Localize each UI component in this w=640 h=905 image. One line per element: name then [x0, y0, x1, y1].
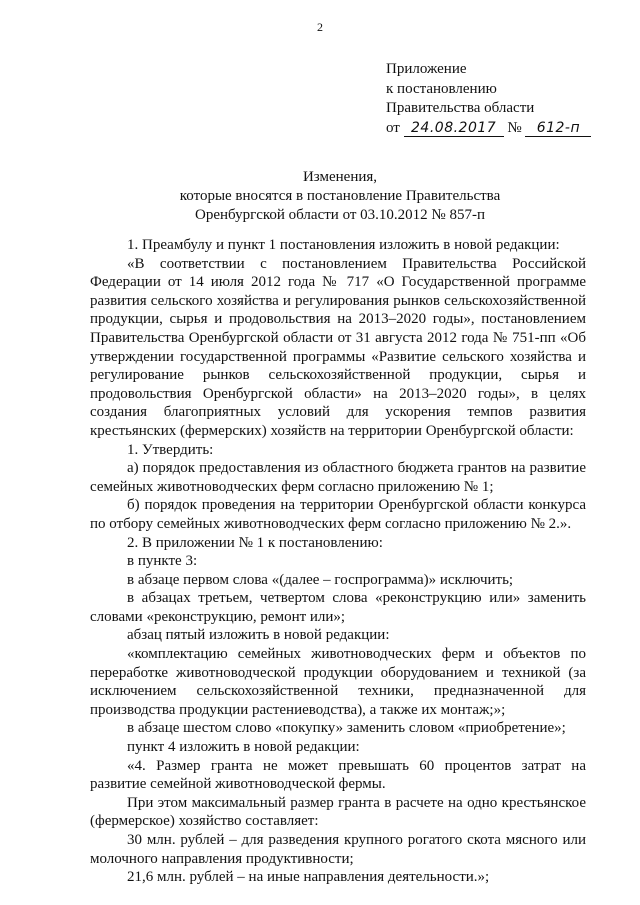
- paragraph: 1. Преамбулу и пункт 1 постановления изложить в новой редакции:: [127, 237, 560, 253]
- appendix-block: [386, 60, 591, 138]
- page-number: 2: [317, 20, 323, 34]
- paragraph: «4. Размер гранта не может превышать 60 процентов затрат на развитие семейной животноводческой фермы.: [90, 757, 586, 793]
- title-line-2: которые вносятся в постановление Правительства: [179, 188, 501, 204]
- paragraph: «В соответствии с постановлением Правительства Российской Федерации от 14 июля 2012 года № 717 «О Государственной программе развития сельского хозяйства и регулирования рынков сельскохозяйственной продукции, сырья и продовольствия на 2013–2020 годы», постановлением Правительства Оренбургской области от 31 августа 2012 года № 751-пп «Об утверждении государственной программы «Развитие сельского хозяйства и регулирование рынков сельскохозяйственной продукции, сырья и продовольствия Оренбургской области» на 2013–2020 годы», в целях создания благоприятных условий для ускорения темпов развития крестьянских (фермерских) хозяйств на территории Оренбургской области:: [90, 255, 586, 439]
- paragraph: 30 млн. рублей – для разведения крупного рогатого скота мясного или молочного направления продуктивности;: [90, 832, 586, 867]
- appendix-date-line: [386, 119, 591, 139]
- date-prefix: от: [386, 119, 400, 136]
- paragraph: 1. Утвердить:: [127, 441, 214, 458]
- paragraph: «комплектацию семейных животноводческих ферм и объектов по переработке животноводческой продукции оборудованием и техникой (за исключением сельскохозяйственной техники, предназначенной для производства продукции растениеводства), а также их монтаж;»;: [90, 646, 586, 718]
- document-title: [90, 168, 590, 225]
- document-body: [90, 236, 586, 887]
- paragraph: б) порядок проведения на территории Оренбургской области конкурса по отбору семейных животноводческих ферм согласно приложению № 2.».: [90, 497, 586, 532]
- paragraph: а) порядок предоставления из областного бюджета грантов на развитие семейных животноводческих ферм согласно приложению № 1;: [90, 460, 586, 495]
- title-line-3: Оренбургской области от 03.10.2012 № 857-п: [194, 207, 486, 223]
- paragraph: абзац пятый изложить в новой редакции:: [127, 627, 390, 644]
- paragraph: в пункте 3:: [127, 553, 198, 570]
- paragraph: пункт 4 изложить в новой редакции:: [127, 739, 360, 756]
- paragraph: 2. В приложении № 1 к постановлению:: [127, 534, 383, 551]
- number-sign: №: [507, 119, 522, 136]
- handwritten-number: 612-п: [525, 120, 591, 137]
- paragraph: При этом максимальный размер гранта в расчете на одно крестьянское (фермерское) хозяйство составляет:: [90, 794, 586, 830]
- paragraph: в абзацах третьем, четвертом слова «реконструкцию или» заменить словами «реконструкцию, ремонт или»;: [90, 590, 586, 625]
- handwritten-date: 24.08.2017: [404, 120, 504, 137]
- paragraph: в абзаце шестом слово «покупку» заменить словом «приобретение»;: [127, 720, 566, 737]
- appendix-line-2: к постановлению: [386, 80, 497, 97]
- title-line-1: Изменения,: [302, 169, 378, 185]
- appendix-line-1: Приложение: [386, 61, 467, 77]
- paragraph: 21,6 млн. рублей – на иные направления деятельности.»;: [127, 869, 490, 886]
- paragraph: в абзаце первом слова «(далее – госпрограмма)» исключить;: [127, 571, 514, 588]
- appendix-line-3: Правительства области: [386, 100, 535, 116]
